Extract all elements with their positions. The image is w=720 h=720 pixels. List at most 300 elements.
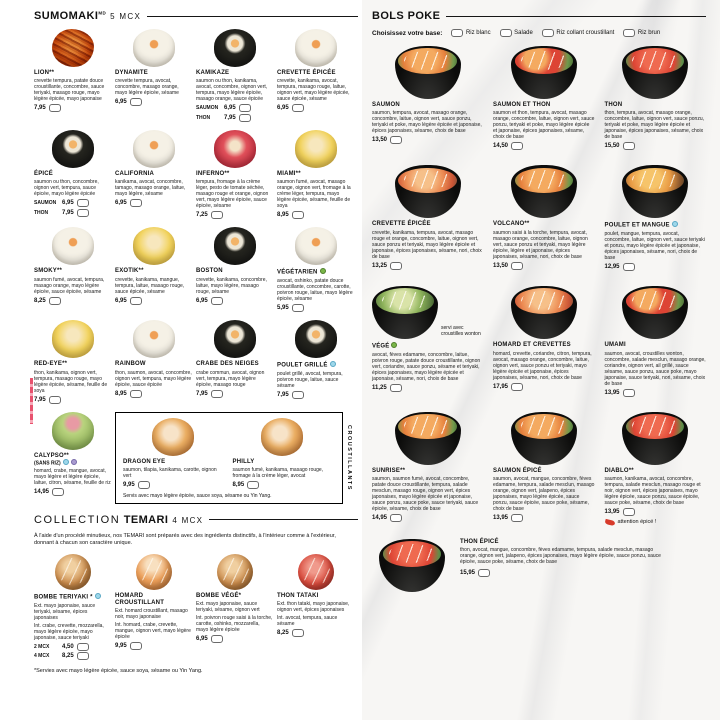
order-checkbox[interactable] [292,391,304,399]
price-value: 6,95 [115,297,127,304]
item-name: HOMARD ET CREVETTES [493,342,571,349]
item-name: RED-EYE** [34,361,68,368]
item-ingredients: thon, saumon, avocat, concombre, oignon vert, tempura, mayo légère épicée, sauce épicée [115,369,192,388]
item-ingredients: crevette, kanikama, mangue, tempura, laitue, masago rouge, sauce épicée, sésame [115,276,185,295]
food-photo [52,227,94,265]
base-checkbox[interactable] [451,29,463,37]
food-photo [622,165,688,218]
item-ingredients: poulet, mangue, tempura, avocat, concombre, laitue, oignon vert, sauce teriyaki et ponzu, mayo légère épicée et japonaise, épices japonaises, sésame, nori, choix de base [604,231,705,262]
price-value: 6,95 [196,636,208,643]
price-value: 13,95 [604,389,620,396]
price-value: 14,50 [493,143,509,150]
item-name: SAUMON ET THON [493,102,551,108]
food-photo [52,130,94,168]
price-value: 14,95 [34,489,50,496]
price-line [34,488,111,496]
order-checkbox[interactable] [292,104,304,112]
order-checkbox[interactable] [130,642,142,650]
menu-item [372,412,483,525]
food-photo [395,165,461,218]
item-ingredients: Int. poivron rouge saisi à la torche, carotte, oshinko, mozzarella, mayo légère épicée [196,615,273,634]
item-ingredients: Ext. mayo japonaise, sauce teriyaki, sésame, épices japonaises [34,602,96,621]
order-checkbox[interactable] [390,514,402,522]
price-value: 4,50 [62,643,74,650]
price-line [115,199,192,207]
food-photo [298,554,334,590]
item-ingredients: tempura, fromage à la crème léger, pesto de tomate séchée, masago rouge et orange, oignon vert, mayo légère épicée, sauce épicée, sésame [196,179,269,210]
price-value: 15,95 [460,569,476,576]
item-ingredients: crevette, kanikama, tempura, avocat, masago rouge et orange, concombre, laitue, oignon vert, sauce ponzu et teriyaki, mayo légère épicée et japonaise, épices japonaises, sésame, nori, choix de base [372,229,482,260]
order-checkbox[interactable] [511,514,523,522]
base-option-label: Riz blanc [465,30,491,36]
order-checkbox[interactable] [77,643,89,651]
menu-item [605,286,707,396]
poke-last-row [372,539,706,592]
order-checkbox[interactable] [247,481,259,489]
order-checkbox[interactable] [292,304,304,312]
item-ingredients: Int. avocat, tempura, sauce sésame [277,615,338,628]
order-checkbox[interactable] [138,481,150,489]
price-value: 7,95 [277,392,289,399]
item-ingredients: poulet grillé, avocat, tempura, poivron rouge, laitue, sauce sésame [277,371,343,390]
food-photo [214,320,256,358]
price-line [34,209,111,217]
item-name: POULET ET MANGUE [605,221,707,229]
price-option-label: SAUMON [34,200,57,207]
menu-item [34,320,111,403]
item-name: SAUMON ÉPICÉ [493,467,542,474]
item-ingredients: Int. crabe, crevette, mozzarella, mayo légère épicée, mayo japonaise, sauce teriyaki [34,622,104,641]
food-photo [261,418,303,456]
food-photo [372,286,438,339]
base-option [542,29,615,37]
price-line [277,629,354,637]
item-ingredients: crevette tempura, patate douce croustillante, concombre, sauce teriyaki, masago rouge, mayo légère épicée, mayo japonaise [34,78,105,103]
vegetarian-icon [320,268,326,274]
price-line [493,142,595,150]
price-line [277,104,354,112]
item-name: PHILLY [232,458,255,465]
menu-item [34,412,111,504]
price-value: 14,95 [372,515,388,522]
temari-count: 4 MCX [172,515,204,525]
order-checkbox[interactable] [130,98,142,106]
item-name: THON [604,102,623,108]
poke-grid [372,46,706,525]
price-value: 7,95 [34,396,46,403]
photo-note: servi avec croustilles wonton [441,324,481,337]
order-checkbox[interactable] [130,297,142,305]
base-checkbox[interactable] [500,29,512,37]
price-option-label: THON [196,114,211,121]
item-ingredients: saumon, tempura, avocat, masago orange, concombre, laitue, oignon vert, sauce ponzu, teriyaki et poke, mayo légère épicée et japonaise, épices japonaises, sésame, choix de base [372,110,482,135]
base-options [451,29,660,37]
item-name: CRABE DES NEIGES [196,361,259,368]
item-name: DIABLO** [604,467,634,474]
menu-item [493,165,595,271]
price-line [493,262,595,270]
base-checkbox[interactable] [542,29,554,37]
item-ingredients: crevette, kanikama, avocat, tempura, masago rouge, laitue, oignon vert, mayo légère épicée, sauce épicée, sésame [277,78,350,103]
order-checkbox[interactable] [77,209,89,217]
order-checkbox[interactable] [292,211,304,219]
price-line [493,383,595,391]
order-checkbox[interactable] [478,569,490,577]
item-ingredients: saumon ou thon, concombre, oignon vert, tempura, sauce épicée, mayo légère épicée [34,179,99,198]
base-option [451,29,490,37]
price-line [605,389,707,397]
order-checkbox[interactable] [623,142,635,150]
item-name: CALYPSO** [34,452,69,459]
price-option-label: THON [34,209,49,216]
food-photo [133,227,175,265]
price-option-label: 4 MCX [34,653,50,660]
price-value: 13,50 [372,137,388,144]
price-value: 12,95 [604,264,620,271]
food-photo [511,412,577,465]
item-name: CREVETTE ÉPICÉE [277,70,336,76]
menu-item [34,554,111,660]
item-ingredients: crevette tempura, avocat, concombre, masago orange, mayo légère épicée, sésame [115,78,179,97]
price-value: 6,95 [224,105,236,112]
menu-item [115,320,192,403]
price-line [605,263,707,271]
item-name: CREVETTE ÉPICÉE [372,221,431,228]
food-photo [136,554,172,590]
order-checkbox[interactable] [52,488,64,496]
food-photo [52,29,94,67]
item-name: HOMARD CROUSTILLANT [115,592,165,606]
price-value: 8,95 [277,212,289,219]
price-line [605,508,707,516]
menu-item [372,286,483,396]
header-rule [209,519,358,520]
food-photo [395,412,461,465]
item-ingredients: thon, avocat, mangue, concombre, fèves edamame, tempura, salade mesclun, masago orange, oignon vert, jalapeno, épices japonaises, mayo légère épicée, sauce ponzu, sauce épicée, sauce poke, sésame, choix de base [460,547,661,566]
item-name: POULET GRILLÉ [277,361,354,369]
base-option-label: Riz collant croustillant [556,30,615,36]
item-ingredients: homard, crevette, coriandre, citron, tempura, avocat, masago orange, concombre, laitue, oignon vert, sauce ponzu et teriyaki, mayo légère épicée et japonaise, épices japonaises, sésame, nori, choix de base [493,350,592,381]
price-line [196,390,273,398]
food-photo [511,286,577,339]
menu-item [372,165,483,271]
order-checkbox[interactable] [77,652,89,660]
price-line [233,481,333,489]
item-name: DYNAMITE [115,70,148,76]
price-value: 6,95 [62,200,74,207]
price-option-label: 2 MCX [34,643,50,650]
item-name: KAMIKAZE [196,70,230,76]
item-ingredients: thon, kanikama, oignon vert, tempura, masago rouge, mayo légère épicée, sésame, feuille de soya [34,369,108,394]
food-photo [133,130,175,168]
food-photo [133,29,175,67]
right-page [362,0,720,720]
food-photo [622,46,688,99]
item-ingredients: avocat, oshinko, patate douce croustillante, concombre, carotte, poivron rouge, laitue, mayo légère épicée, sésame [277,278,353,303]
price-line [34,199,111,207]
base-option-label: Riz brun [637,30,661,36]
price-value: 8,95 [115,390,127,397]
item-ingredients: saumon et thon, tempura, avocat, masago orange, concombre, laitue, oignon vert, sauce ponzu, teriyaki et poke, mayo légère épicée et japonaise, épices japonaises, sésame, choix de base [493,110,595,141]
menu-item [196,29,273,122]
food-photo [295,130,337,168]
price-line [115,98,192,106]
order-checkbox[interactable] [211,297,223,305]
item-name: SMOKY** [34,268,63,275]
price-value: 8,95 [232,481,245,488]
item-name: CALIFORNIA [115,170,154,177]
item-ingredients: saumon fumé, kanikama, masago rouge, fromage à la crème léger, avocat [232,466,324,479]
order-checkbox[interactable] [239,104,251,112]
item-name: LION** [34,70,55,76]
order-checkbox[interactable] [49,297,61,305]
item-name: RAINBOW [115,361,146,368]
order-checkbox[interactable] [130,390,142,398]
allergen-purple-icon [71,459,77,465]
item-ingredients: saumon, tilapia, kanikama, carotte, oignon vert [123,466,217,479]
price-line [115,297,192,305]
order-checkbox[interactable] [292,629,304,637]
base-chooser-label: Choisissez votre base: [372,29,443,37]
menu-item [115,130,192,219]
item-ingredients: thon, tempura, avocat, masago orange, concombre, laitue, oignon vert, sauce ponzu, teriyaki et poke, mayo légère épicée et japonaise, épices japonaises, sésame, choix de base [604,110,705,141]
menu-item [605,46,707,150]
price-line [115,642,192,650]
price-line [34,643,111,651]
price-value: 8,25 [34,297,46,304]
header-rule [147,16,358,17]
price-value: 7,95 [34,105,46,112]
info-blue-icon [63,459,69,465]
food-photo [511,165,577,218]
order-checkbox[interactable] [623,263,635,271]
price-line [196,104,273,112]
sumomaki-header [34,10,358,22]
item-ingredients: saumon saisi à la torche, tempura, avocat, masago orange, concombre, laitue, oignon vert, sauce ponzu et teriyaki, mayo légère épicée, légère et japonaise, épices japonaises, sésame, nori, choix de base [493,229,588,260]
menu-item [115,29,192,122]
temari-section [34,514,358,674]
item-name: SAUMON [372,102,400,108]
food-photo [55,554,91,590]
item-ingredients: Ext. homard croustillant, masago noir, mayo japonaise [115,607,188,620]
price-line [277,391,354,399]
price-value: 17,95 [493,383,509,390]
price-line [34,104,111,112]
croustillants-note: Servis avec mayo légère épicée, sauce soya, sésame ou Yin Yang. [123,492,272,499]
order-checkbox[interactable] [130,199,142,207]
price-line [196,635,273,643]
food-photo [295,29,337,67]
order-checkbox[interactable] [623,508,635,516]
food-photo [295,227,337,265]
poke-title: BOLS POKE [372,10,441,22]
item-name: DRAGON EYE [123,458,166,465]
price-value: 11,25 [372,385,387,392]
order-checkbox[interactable] [623,389,635,397]
price-value: 7,95 [196,390,208,397]
price-line [372,136,483,144]
info-blue-icon [672,221,678,227]
order-checkbox[interactable] [390,384,402,392]
price-line [196,211,273,219]
base-option [623,29,660,37]
menu-item [34,29,111,122]
price-line [34,297,111,305]
base-option-label: Salade [514,30,533,36]
item-ingredients: saumon fumé, avocat, tempura, masago orange, mayo légère épicée, sauce épicée, sésame [34,276,105,295]
menu-item [115,554,192,660]
item-name: SUNRISE** [372,467,406,474]
item-name: UMAMI [604,342,626,349]
menu-item [277,29,354,122]
chili-icon [604,518,615,525]
item-name: THON ÉPICÉ [460,539,499,546]
price-value: 9,95 [115,642,127,649]
item-name: BOMBE VÉGÉ* [196,592,242,599]
order-checkbox[interactable] [511,383,523,391]
price-line [372,384,483,392]
item-name: VÉGÉTARIEN [277,268,354,276]
menu-item [372,539,706,592]
price-value: 13,95 [604,509,620,516]
food-photo [217,554,253,590]
sumomaki-count: 5 MCX [110,12,142,21]
order-checkbox[interactable] [49,396,61,404]
order-checkbox[interactable] [77,199,89,207]
price-line [196,114,273,122]
spicy-warning [605,519,707,525]
item-ingredients: saumon fumé, avocat, masago orange, oignon vert, fromage à la crème léger, tempura, mayo légère épicée, sésame, feuille de soya [277,179,351,210]
price-value: 7,95 [224,114,236,121]
header-rule [446,16,706,17]
price-line [605,142,707,150]
sumomaki-title: $SUMOMAKI^{MD}$ 5 MCX [34,10,142,22]
food-photo [52,320,94,358]
food-photo [214,227,256,265]
price-option-label: SAUMON [196,105,219,112]
order-checkbox[interactable] [239,114,251,122]
price-line [372,262,483,270]
price-value: 6,95 [115,99,127,106]
order-checkbox[interactable] [211,211,223,219]
price-value: 8,25 [62,653,74,660]
item-ingredients: saumon, avocat, mangue, concombre, fèves edamame, tempura, salade mesclun, masago orange, oignon vert, jalapeno, épices japonaises, mayo légère épicée, sauce ponzu, sauce épicée, sauce poke, sésame, choix de base [493,476,595,513]
food-photo [622,412,688,465]
menu-item [233,418,333,489]
menu-item [196,130,273,219]
order-checkbox[interactable] [49,104,61,112]
base-chooser [372,29,706,37]
item-name: BOSTON [196,268,223,275]
food-photo [52,412,94,450]
menu-item [493,412,595,525]
price-value: 8,25 [277,630,289,637]
item-ingredients: Ext. mayo japonaise, sauce teriyaki, sésame, oignon vert [196,601,260,614]
food-photo [379,539,445,592]
price-value: 6,95 [115,200,127,207]
price-value: 7,25 [196,212,208,219]
item-name: MIAMI** [277,170,301,177]
spicy-warning-text: attention épicé ! [617,519,657,526]
food-photo [511,46,577,99]
order-checkbox[interactable] [390,262,402,270]
poke-header [372,10,706,22]
item-name: INFERNO** [196,170,230,177]
price-line [196,297,273,305]
price-line [277,211,354,219]
order-checkbox[interactable] [390,136,402,144]
item-name: EXOTIK** [115,268,144,275]
price-value: 13,95 [493,515,509,522]
order-checkbox[interactable] [511,262,523,270]
price-value: 13,50 [493,262,509,269]
item-ingredients: avocat, fèves edamame, concombre, laitue, poivron rouge, patate douce croustillante, oignon vert, coriandre, sauce ponzu, sésame et teriyaki, épices japonaises, mayo légère épicée et japonaise, sésame, nori, choix de base [372,352,481,383]
price-value: 9,95 [123,481,135,488]
price-line [493,514,595,522]
price-value: 7,95 [62,209,74,216]
price-value: 6,95 [196,297,208,304]
vegetarian-icon [391,342,397,348]
base-checkbox[interactable] [623,29,635,37]
item-ingredients: saumon, kanikama, avocat, concombre, tempura, salade mesclun, masago rouge et noir, oignon vert, épices japonaises, mayo légère épicée, sauce ponzu, sauce épicée, sauce poke, sésame, choix de base [604,476,701,507]
food-photo [133,320,175,358]
item-ingredients: crevette, kanikama, concombre, laitue, mayo légère, masago rouge, sésame [196,276,267,295]
item-ingredients: saumon ou thon, kanikama, avocat, concombre, oignon vert, tempura, mayo légère épicée, masago orange, sauce épicée [196,78,268,103]
menu-item [372,46,483,150]
menu-item [115,227,192,312]
menu-item [34,227,111,312]
menu-item [196,320,273,403]
order-checkbox[interactable] [211,390,223,398]
item-ingredients: Int. homard, crabe, crevette, mangue, oignon vert, mayo légère épicée [115,621,191,640]
temari-grid [34,554,358,660]
price-value: 15,50 [604,143,620,150]
sumomaki-grid [34,29,358,504]
food-photo [214,29,256,67]
info-blue-icon [95,593,101,599]
food-photo [395,46,461,99]
menu-item [277,554,354,660]
temari-title: COLLECTION TEMARI 4 MCX [34,513,204,526]
menu-item [277,227,354,312]
item-subname: (SANS RIZ) [34,459,111,467]
price-value: 5,95 [277,305,289,312]
order-checkbox[interactable] [211,635,223,643]
menu-item [605,412,707,525]
food-photo [152,418,194,456]
menu-item [493,286,595,396]
croustillants-label: CROUSTILLANTS [346,424,352,491]
item-ingredients: saumon, avocat, croustilles wonton, concombre, salade mesclun, masago orange, coriandre, oignon vert, ail grillé, sauce sésame, sauce ponzu, sauce poke, mayo japonaise, sauce teriyaki, nori, sésame, choix de base [604,350,706,387]
item-ingredients: saumon, saumon fumé, avocat, concombre, patate douce croustillante, tempura, salade mesclun, masago rouge, oignon vert, épices japonaises, mayo légère épicée et japonaise, sauce ponzu, sauce poke, sauce teriyaki, sauce épicée, sésame, choix de base [372,476,479,513]
menu-item [493,46,595,150]
price-line [277,304,354,312]
menu-item [277,320,354,403]
item-name: VÉGÉ [372,342,483,350]
item-name: VOLCANO** [493,221,530,228]
menu-item [34,130,111,219]
base-option [500,29,533,37]
item-ingredients: homard, crabe, mangue, avocat, mayo légère et légère épicée, laitue, citron, sésame, feuille de riz [34,468,111,487]
food-photo [295,320,337,358]
price-line [372,514,483,522]
info-blue-icon [330,361,336,367]
temari-intro: À l'aide d'un procédé minutieux, nos TEMARI sont préparés avec des ingrédients distinctifs, à l'intérieur comme à l'extérieur, donnant à chacun son caractère unique. [34,532,336,546]
croustillants-box [115,412,352,504]
order-checkbox[interactable] [511,142,523,150]
trademark-sup: MD [98,10,107,16]
food-photo [214,130,256,168]
